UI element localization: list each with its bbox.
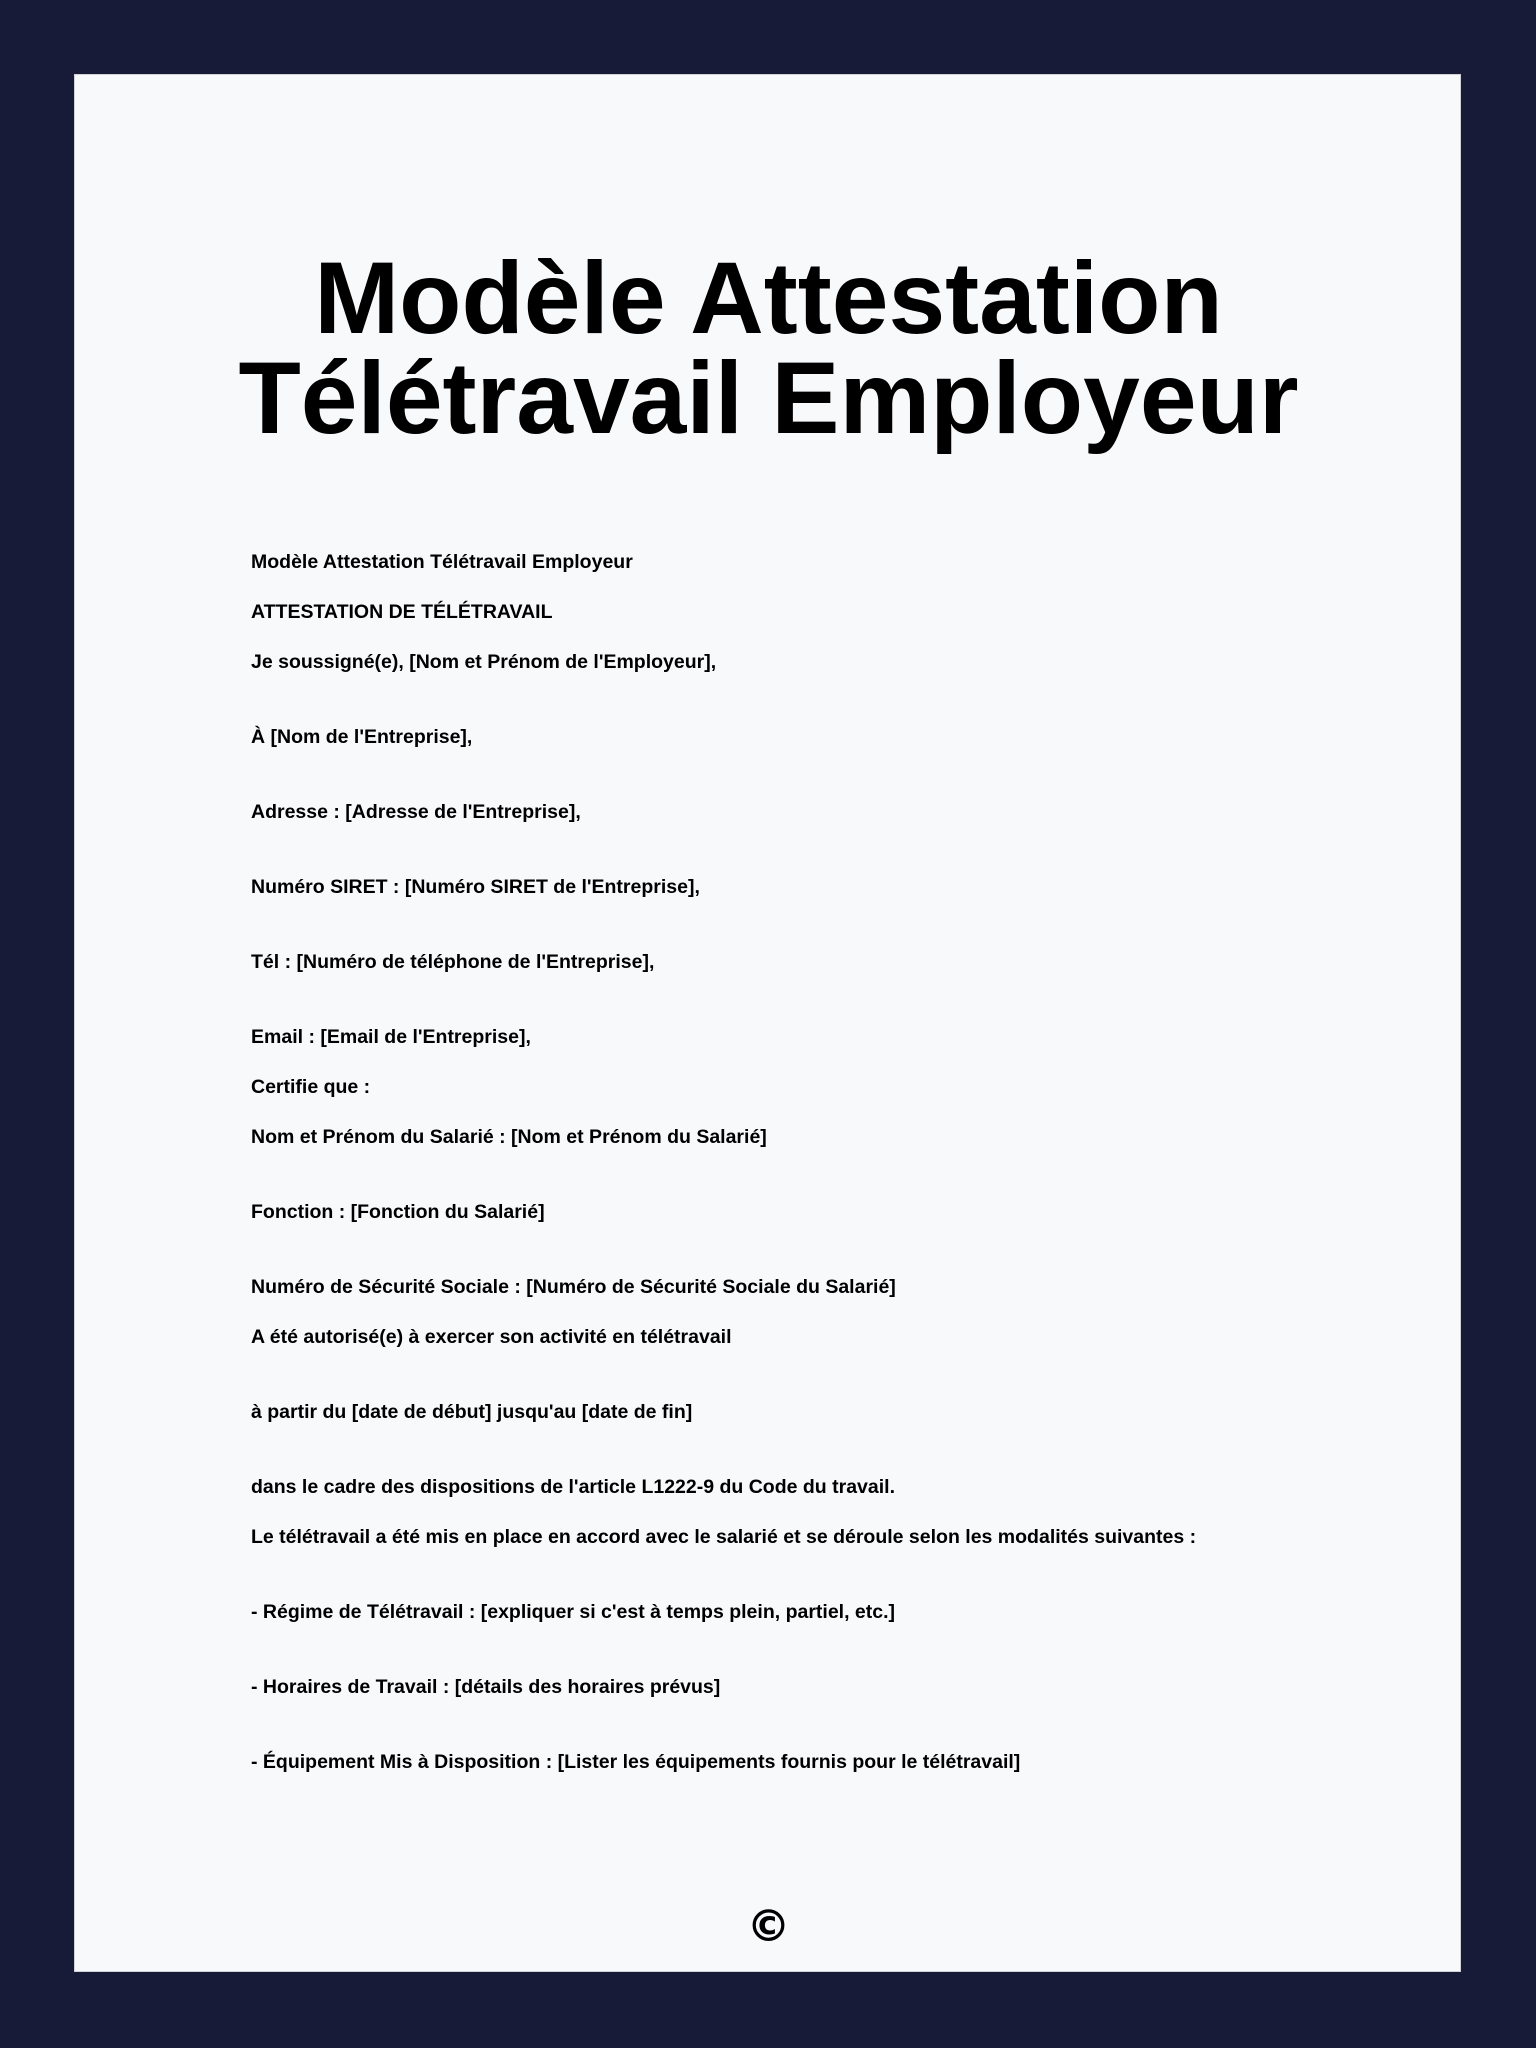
document-title	[75, 241, 1462, 455]
company-name-line: À [Nom de l'Entreprise],	[251, 726, 473, 748]
company-address-line: Adresse : [Adresse de l'Entreprise],	[251, 801, 581, 823]
date-range-line: à partir du [date de début] jusqu'au [date de fin]	[251, 1401, 693, 1423]
copyright-icon: ©	[746, 1901, 791, 1952]
document-title-line-1: Modèle Attestation	[314, 241, 1223, 355]
email-line: Email : [Email de l'Entreprise],	[251, 1026, 531, 1048]
social-security-line: Numéro de Sécurité Sociale : [Numéro de Sécurité Sociale du Salarié]	[251, 1276, 896, 1298]
telework-regime-line: - Régime de Télétravail : [expliquer si c'est à temps plein, partiel, etc.]	[251, 1601, 896, 1623]
document-title-line-2: Télétravail Employeur	[238, 341, 1299, 455]
employee-name-line: Nom et Prénom du Salarié : [Nom et Prénom du Salarié]	[251, 1126, 767, 1148]
working-hours-line: - Horaires de Travail : [détails des horaires prévus]	[251, 1676, 721, 1698]
legal-reference-line: dans le cadre des dispositions de l'article L1222-9 du Code du travail.	[251, 1476, 896, 1498]
siret-line: Numéro SIRET : [Numéro SIRET de l'Entreprise],	[251, 876, 700, 898]
employee-function-line: Fonction : [Fonction du Salarié]	[251, 1201, 545, 1223]
certify-line: Certifie que :	[251, 1076, 371, 1098]
document-heading-repeat: Modèle Attestation Télétravail Employeur	[251, 551, 633, 573]
authorization-line: A été autorisé(e) à exercer son activité en télétravail	[251, 1326, 732, 1348]
attestation-heading: ATTESTATION DE TÉLÉTRAVAIL	[251, 601, 553, 623]
document-page	[74, 74, 1461, 1972]
modalities-intro-line: Le télétravail a été mis en place en accord avec le salarié et se déroule selon les modalités suivantes :	[251, 1526, 1197, 1548]
equipment-line: - Équipement Mis à Disposition : [Lister les équipements fournis pour le télétravail]	[251, 1751, 1021, 1773]
employer-name-line: Je soussigné(e), [Nom et Prénom de l'Employeur],	[251, 651, 717, 673]
phone-line: Tél : [Numéro de téléphone de l'Entreprise],	[251, 951, 655, 973]
